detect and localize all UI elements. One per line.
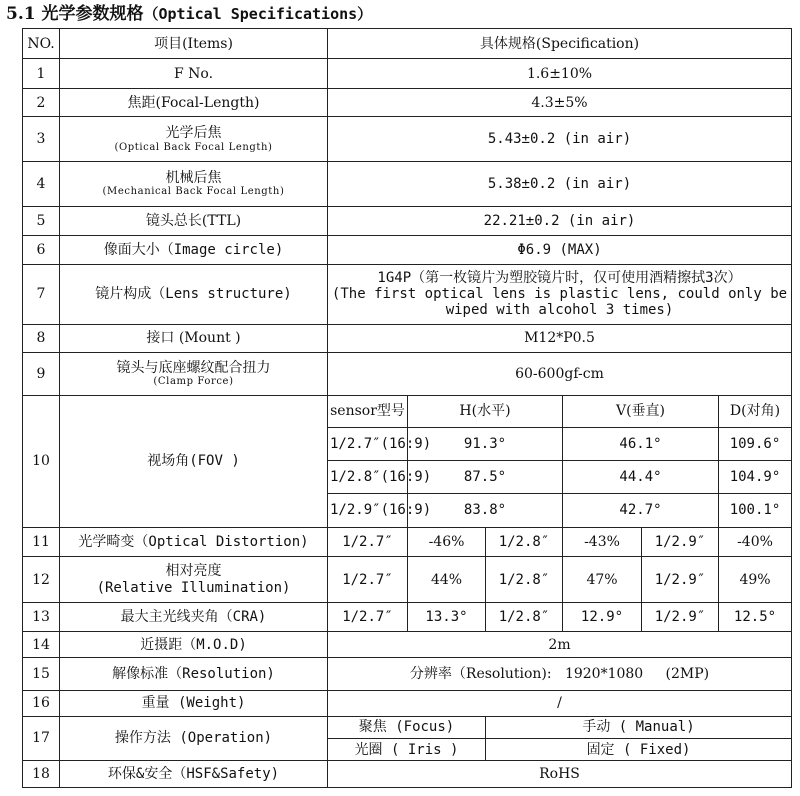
- row-number: 10: [23, 395, 60, 527]
- resolution-note: (2MP): [665, 665, 710, 682]
- row-spec: 2m: [328, 632, 792, 657]
- table-row: [23, 206, 792, 235]
- fov-d: 109.6°: [719, 428, 792, 461]
- fov-d: 100.1°: [719, 494, 792, 528]
- sensor-size: 1/2.7″: [328, 557, 408, 603]
- row-item-sub: (Mechanical Back Focal Length): [102, 186, 285, 198]
- sensor-size: 1/2.8″: [486, 557, 563, 603]
- distortion-value: -46%: [408, 527, 486, 556]
- row-item-sub: (Optical Back Focal Length): [114, 141, 273, 153]
- row-spec: /: [328, 691, 792, 716]
- row-number: 13: [23, 602, 60, 631]
- row-item: 解像标准（Resolution): [60, 657, 328, 691]
- illumination-value: 47%: [563, 557, 642, 603]
- row-number: 8: [23, 324, 60, 352]
- row-number: 3: [23, 117, 60, 162]
- table-row: [23, 264, 792, 324]
- sensor-size: 1/2.9″: [642, 527, 719, 556]
- table-row: [23, 324, 792, 352]
- row-item: 操作方法 (Operation): [60, 716, 328, 761]
- sensor-size: 1/2.9″: [642, 557, 719, 603]
- fov-header-row: [23, 395, 792, 428]
- section-title-en: （Optical Specifications）: [143, 5, 373, 23]
- optical-spec-table: [22, 28, 792, 788]
- row-item: 镜头与底座螺纹配合扭力: [116, 360, 271, 377]
- sensor-size: 1/2.9″: [642, 602, 719, 631]
- fov-v: 44.4°: [563, 460, 719, 494]
- header-items: 项目(Items): [60, 29, 328, 59]
- fov-h: 91.3°: [408, 428, 563, 461]
- row-item-sub: (Clamp Force): [153, 376, 234, 388]
- table-row: [23, 162, 792, 207]
- sensor-size: 1/2.7″: [328, 527, 408, 556]
- fov-v: 46.1°: [563, 428, 719, 461]
- cra-value: 12.5°: [719, 602, 792, 631]
- fov-sensor: 1/2.8″(16:9): [328, 460, 408, 494]
- fov-d: 104.9°: [719, 460, 792, 494]
- section-number: 5.1: [6, 4, 36, 24]
- table-row: [23, 657, 792, 691]
- row-spec: 1.6±10%: [328, 59, 792, 88]
- fov-sensor: 1/2.9″(16:9): [328, 494, 408, 528]
- iris-label: 光圈 ( Iris ): [328, 739, 486, 761]
- row-spec: Φ6.9 (MAX): [328, 236, 792, 264]
- fov-sensor: 1/2.7″(16:9): [328, 428, 408, 461]
- row-spec: M12*P0.5: [328, 324, 792, 352]
- sensor-size: 1/2.7″: [328, 602, 408, 631]
- resolution-label: 分辨率（Resolution):: [409, 665, 552, 682]
- fov-v: 42.7°: [563, 494, 719, 528]
- table-row: [23, 761, 792, 788]
- row-spec-cell: [328, 264, 792, 324]
- row-item-cell: [60, 117, 328, 162]
- cra-value: 13.3°: [408, 602, 486, 631]
- table-row: [23, 632, 792, 657]
- row-item: 镜头总长(TTL): [60, 206, 328, 235]
- row-item: 像面大小（Image circle): [60, 236, 328, 264]
- row-number: 1: [23, 59, 60, 88]
- row-item: 镜片构成（Lens structure): [60, 264, 328, 324]
- row-item: 重量 (Weight): [60, 691, 328, 716]
- row-spec-line: 1G4P（第一枚镜片为塑胶镜片时，仅可使用酒精擦拭3次）: [377, 269, 742, 286]
- row-number: 7: [23, 264, 60, 324]
- fov-head-v: V(垂直): [563, 395, 719, 428]
- table-row: [23, 602, 792, 631]
- fov-h: 87.5°: [408, 460, 563, 494]
- sensor-size: 1/2.8″: [486, 527, 563, 556]
- row-number: 16: [23, 691, 60, 716]
- row-spec: 22.21±0.2 (in air): [328, 206, 792, 235]
- row-item-sub: (Relative Illumination): [96, 579, 291, 596]
- row-spec: 60-600gf-cm: [328, 353, 792, 396]
- illumination-value: 44%: [408, 557, 486, 603]
- row-item: 相对亮度: [165, 563, 222, 580]
- distortion-value: -40%: [719, 527, 792, 556]
- fov-head-h: H(水平): [408, 395, 563, 428]
- table-row: [23, 353, 792, 396]
- row-number: 6: [23, 236, 60, 264]
- header-no: NO.: [23, 29, 60, 59]
- row-spec-line: (The first optical lens is plastic lens, could only be wiped with alcohol 3 times): [331, 286, 788, 319]
- row-spec: RoHS: [328, 761, 792, 788]
- row-number: 18: [23, 761, 60, 788]
- table-row: [23, 88, 792, 116]
- row-item: 近摄距（M.O.D): [60, 632, 328, 657]
- row-item-cell: [60, 353, 328, 396]
- table-row: [23, 236, 792, 264]
- sensor-size: 1/2.8″: [486, 602, 563, 631]
- row-number: 12: [23, 557, 60, 603]
- header-spec: 具体规格(Specification): [328, 29, 792, 59]
- table-row: [23, 691, 792, 716]
- row-spec-cell: [328, 657, 792, 691]
- row-item-cell: [60, 162, 328, 207]
- row-item: F No.: [60, 59, 328, 88]
- row-number: 15: [23, 657, 60, 691]
- row-spec: 4.3±5%: [328, 88, 792, 116]
- row-item: 视场角(FOV ): [60, 395, 328, 527]
- row-number: 2: [23, 88, 60, 116]
- table-row: [23, 557, 792, 603]
- table-row: [23, 716, 792, 738]
- row-spec: 5.38±0.2 (in air): [328, 162, 792, 207]
- table-row: [23, 59, 792, 88]
- row-number: 4: [23, 162, 60, 207]
- table-header-row: [23, 29, 792, 59]
- row-spec: 5.43±0.2 (in air): [328, 117, 792, 162]
- illumination-value: 49%: [719, 557, 792, 603]
- table-row: [23, 117, 792, 162]
- fov-h: 83.8°: [408, 494, 563, 528]
- table-row: [23, 527, 792, 556]
- row-number: 9: [23, 353, 60, 396]
- distortion-value: -43%: [563, 527, 642, 556]
- row-item: 环保&安全（HSF&Safety): [60, 761, 328, 788]
- fov-head-d: D(对角): [719, 395, 792, 428]
- row-number: 11: [23, 527, 60, 556]
- section-title-cn: 光学参数规格: [41, 4, 144, 24]
- section-title: [6, 2, 372, 26]
- row-item: 接口 (Mount ): [60, 324, 328, 352]
- fov-head-sensor: sensor型号: [328, 395, 408, 428]
- row-number: 5: [23, 206, 60, 235]
- iris-value: 固定 ( Fixed): [486, 739, 792, 761]
- row-number: 14: [23, 632, 60, 657]
- row-item: 机械后焦: [165, 170, 222, 187]
- cra-value: 12.9°: [563, 602, 642, 631]
- row-item: 光学畸变（Optical Distortion): [60, 527, 328, 556]
- focus-value: 手动 ( Manual): [486, 716, 792, 738]
- row-item-cell: [60, 557, 328, 603]
- resolution-value: 1920*1080: [564, 665, 644, 682]
- row-item: 光学后焦: [165, 125, 222, 142]
- row-item: 最大主光线夹角（CRA): [60, 602, 328, 631]
- row-item: 焦距(Focal-Length): [60, 88, 328, 116]
- focus-label: 聚焦 (Focus): [328, 716, 486, 738]
- row-number: 17: [23, 716, 60, 761]
